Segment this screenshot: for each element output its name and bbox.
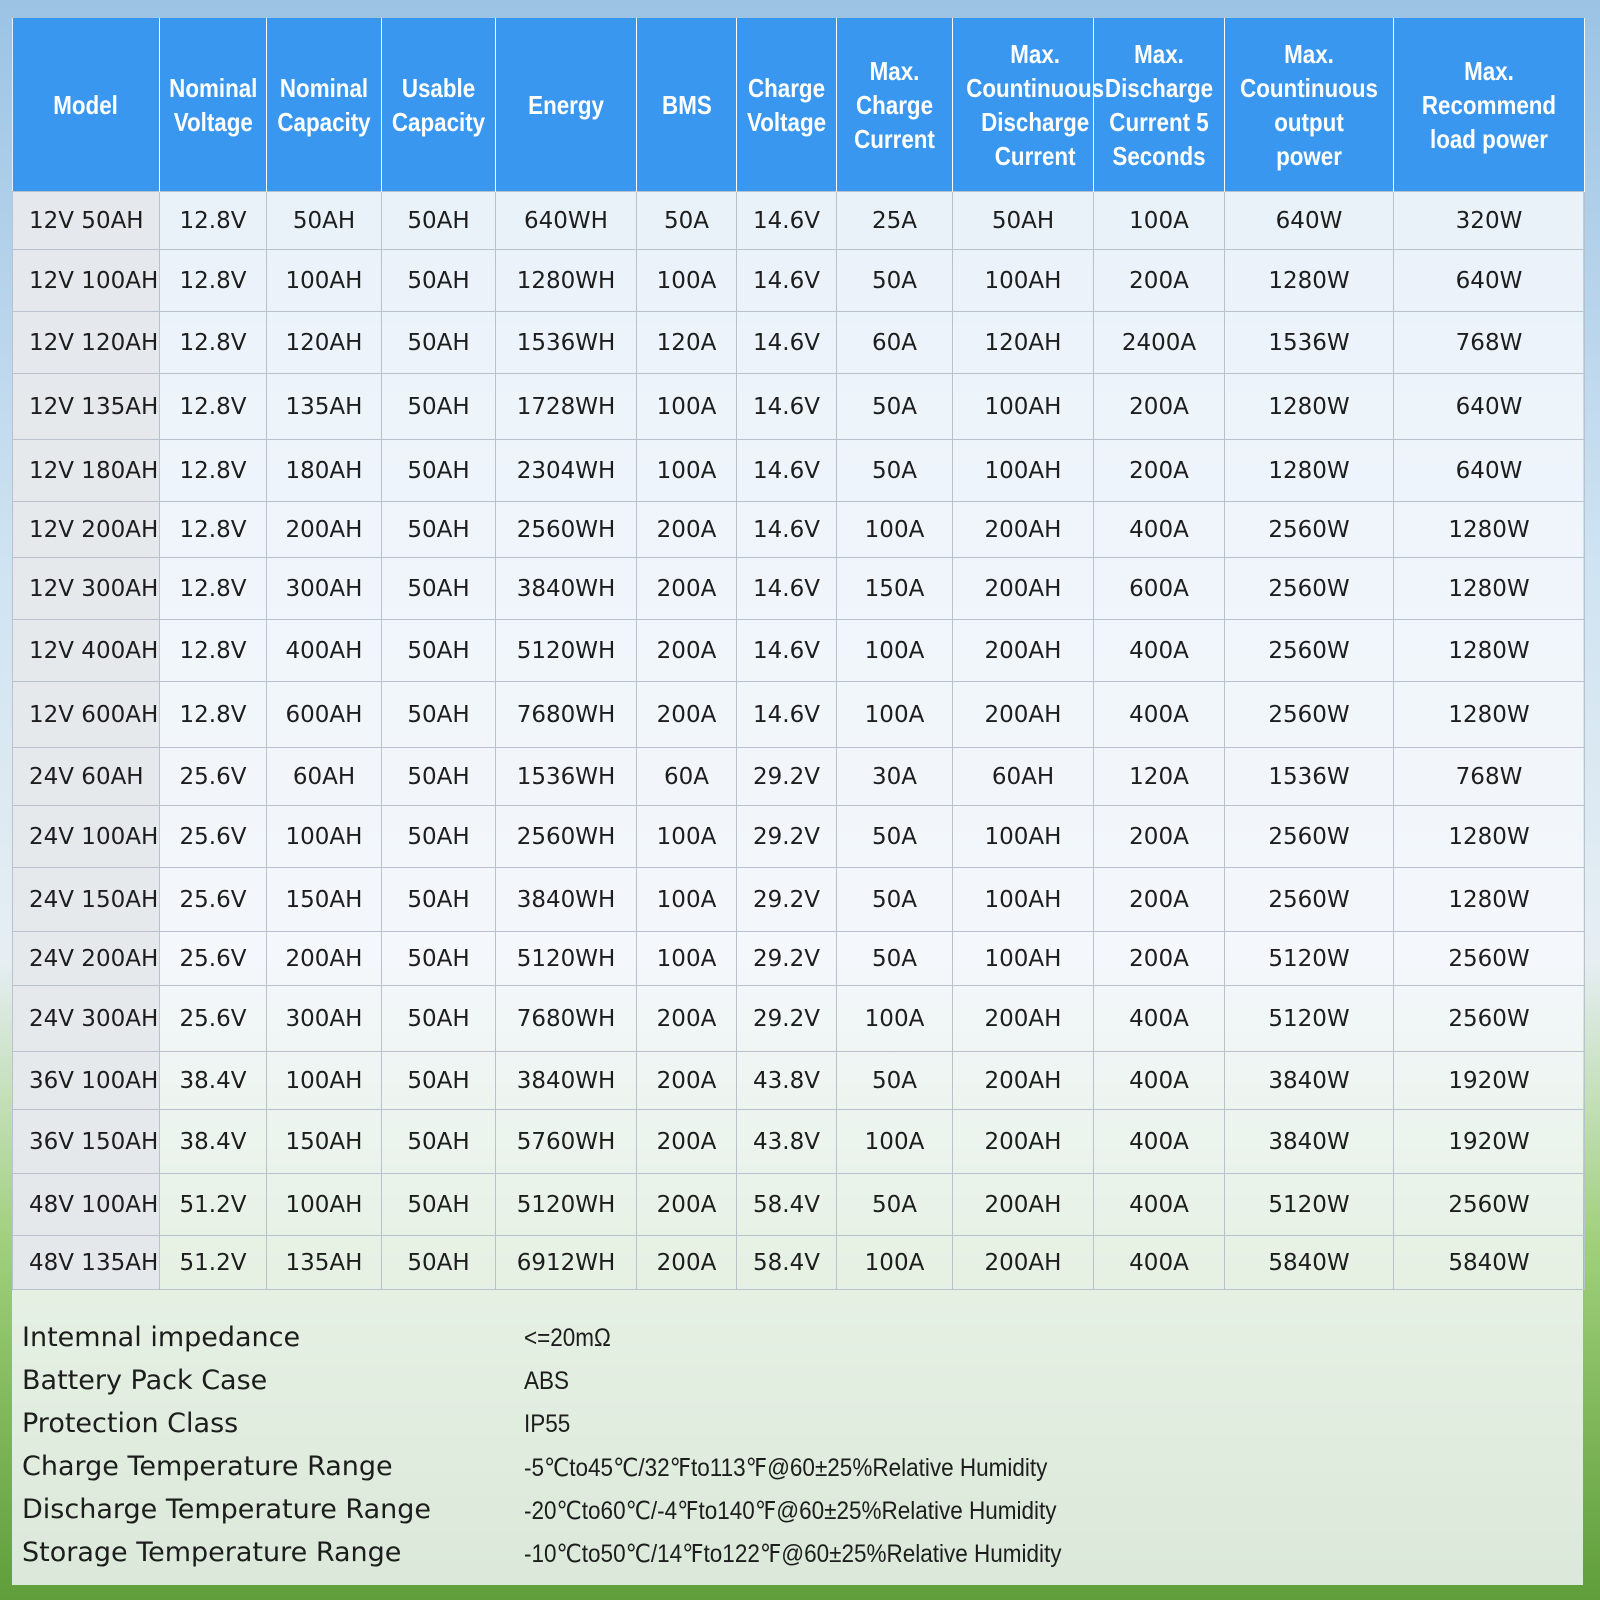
table-cell: 25.6V: [160, 748, 267, 806]
table-cell: 38.4V: [160, 1110, 267, 1174]
column-header-label: Model: [53, 89, 119, 120]
table-cell: 600AH: [267, 682, 382, 748]
table-cell: 60AH: [267, 748, 382, 806]
table-cell: 25.6V: [160, 932, 267, 986]
spec-row: [12, 1447, 1584, 1490]
model-cell: 48V 100AH: [13, 1174, 160, 1236]
table-row: [13, 250, 1585, 312]
table-cell: 3840WH: [496, 1052, 637, 1110]
table-cell: 400A: [1094, 1052, 1225, 1110]
column-header-label: Max. Recommend load power: [1421, 55, 1557, 154]
table-row: [13, 558, 1585, 620]
table-cell: 200A: [1094, 250, 1225, 312]
table-cell: 400A: [1094, 986, 1225, 1052]
table-cell: 120A: [1094, 748, 1225, 806]
table-cell: 51.2V: [160, 1174, 267, 1236]
table-cell: 43.8V: [737, 1052, 837, 1110]
model-cell: 24V 300AH: [13, 986, 160, 1052]
table-cell: 25.6V: [160, 868, 267, 932]
table-cell: 14.6V: [737, 374, 837, 440]
table-cell: 14.6V: [737, 502, 837, 558]
column-header: [382, 18, 496, 192]
table-cell: 50A: [837, 250, 953, 312]
table-cell: 200A: [637, 1236, 737, 1290]
spec-value: <=20mΩ: [524, 1324, 611, 1352]
table-row: [13, 440, 1585, 502]
table-cell: 400A: [1094, 1236, 1225, 1290]
spec-row: [12, 1404, 1584, 1447]
table-row: [13, 192, 1585, 250]
table-cell: 3840W: [1225, 1110, 1394, 1174]
column-header: [496, 18, 637, 192]
table-cell: 100A: [637, 440, 737, 502]
column-header: [837, 18, 953, 192]
table-cell: 2560W: [1225, 806, 1394, 868]
table-cell: 1280W: [1394, 682, 1585, 748]
table-cell: 2560W: [1394, 932, 1585, 986]
table-cell: 2560W: [1225, 682, 1394, 748]
column-header-label: Energy: [528, 89, 604, 120]
column-header-label: Usable Capacity: [391, 72, 486, 137]
table-cell: 200A: [1094, 374, 1225, 440]
table-cell: 38.4V: [160, 1052, 267, 1110]
table-cell: 400AH: [267, 620, 382, 682]
table-cell: 135AH: [267, 374, 382, 440]
table-cell: 300AH: [267, 986, 382, 1052]
table-cell: 400A: [1094, 620, 1225, 682]
table-cell: 300AH: [267, 558, 382, 620]
table-cell: 50AH: [382, 192, 496, 250]
table-cell: 100A: [837, 1236, 953, 1290]
table-cell: 29.2V: [737, 986, 837, 1052]
table-row: [13, 1174, 1585, 1236]
table-cell: 200A: [637, 1052, 737, 1110]
spec-label: Storage Temperature Range: [22, 1537, 402, 1568]
table-cell: 60A: [637, 748, 737, 806]
table-cell: 400A: [1094, 1110, 1225, 1174]
table-row: [13, 1110, 1585, 1174]
table-cell: 100AH: [267, 250, 382, 312]
table-cell: 3840WH: [496, 558, 637, 620]
table-cell: 14.6V: [737, 440, 837, 502]
column-header: [737, 18, 837, 192]
spec-value: -10℃to50℃/14℉to122℉@60±25%Relative Humidity: [524, 1540, 1062, 1568]
model-cell: 12V 300AH: [13, 558, 160, 620]
table-cell: 180AH: [267, 440, 382, 502]
table-cell: 50AH: [382, 932, 496, 986]
table-row: [13, 312, 1585, 374]
table-cell: 2560WH: [496, 806, 637, 868]
table-cell: 50AH: [382, 682, 496, 748]
table-cell: 1536W: [1225, 748, 1394, 806]
column-header: [160, 18, 267, 192]
model-cell: 12V 100AH: [13, 250, 160, 312]
table-cell: 400A: [1094, 502, 1225, 558]
table-cell: 120AH: [953, 312, 1094, 374]
table-cell: 200AH: [953, 1174, 1094, 1236]
table-cell: 12.8V: [160, 374, 267, 440]
table-cell: 50AH: [382, 868, 496, 932]
table-cell: 2560W: [1225, 868, 1394, 932]
table-cell: 2560W: [1394, 986, 1585, 1052]
battery-spec-table: [12, 18, 1585, 1290]
table-cell: 1280W: [1225, 374, 1394, 440]
table-cell: 1920W: [1394, 1052, 1585, 1110]
table-cell: 5120WH: [496, 1174, 637, 1236]
table-cell: 5120W: [1225, 932, 1394, 986]
table-cell: 50AH: [953, 192, 1094, 250]
table-cell: 58.4V: [737, 1174, 837, 1236]
table-row: [13, 986, 1585, 1052]
table-cell: 5120WH: [496, 620, 637, 682]
column-header: [637, 18, 737, 192]
table-cell: 100AH: [953, 440, 1094, 502]
table-cell: 100A: [637, 806, 737, 868]
table-cell: 2560W: [1225, 620, 1394, 682]
model-cell: 12V 120AH: [13, 312, 160, 374]
table-cell: 200AH: [267, 502, 382, 558]
table-cell: 12.8V: [160, 558, 267, 620]
model-cell: 12V 400AH: [13, 620, 160, 682]
spec-label: Protection Class: [22, 1408, 239, 1439]
table-cell: 200A: [637, 558, 737, 620]
model-cell: 12V 50AH: [13, 192, 160, 250]
spec-label: Charge Temperature Range: [22, 1451, 393, 1482]
table-cell: 100AH: [953, 250, 1094, 312]
table-cell: 100A: [837, 620, 953, 682]
model-cell: 24V 60AH: [13, 748, 160, 806]
model-cell: 36V 100AH: [13, 1052, 160, 1110]
table-cell: 2560W: [1394, 1174, 1585, 1236]
table-cell: 2560W: [1225, 502, 1394, 558]
table-cell: 14.6V: [737, 250, 837, 312]
table-cell: 100AH: [267, 806, 382, 868]
table-row: [13, 1052, 1585, 1110]
table-row: [13, 748, 1585, 806]
table-cell: 1280W: [1394, 558, 1585, 620]
spec-value: ABS: [524, 1367, 570, 1395]
table-cell: 200AH: [953, 620, 1094, 682]
table-cell: 100AH: [953, 374, 1094, 440]
table-cell: 25.6V: [160, 986, 267, 1052]
table-cell: 200AH: [953, 558, 1094, 620]
table-cell: 200A: [637, 620, 737, 682]
table-cell: 58.4V: [737, 1236, 837, 1290]
table-cell: 5120WH: [496, 932, 637, 986]
table-cell: 640W: [1225, 192, 1394, 250]
table-cell: 1280W: [1394, 806, 1585, 868]
table-cell: 150A: [837, 558, 953, 620]
table-cell: 200A: [1094, 932, 1225, 986]
table-cell: 50AH: [382, 620, 496, 682]
table-row: [13, 1236, 1585, 1290]
table-cell: 50A: [637, 192, 737, 250]
table-cell: 50AH: [267, 192, 382, 250]
table-cell: 100A: [637, 868, 737, 932]
table-cell: 1536WH: [496, 312, 637, 374]
column-header: [1394, 18, 1585, 192]
spec-value: -20℃to60℃/-4℉to140℉@60±25%Relative Humidity: [524, 1497, 1057, 1525]
table-row: [13, 502, 1585, 558]
table-cell: 1280WH: [496, 250, 637, 312]
table-cell: 200AH: [953, 682, 1094, 748]
table-cell: 100AH: [267, 1174, 382, 1236]
table-cell: 640WH: [496, 192, 637, 250]
table-cell: 400A: [1094, 1174, 1225, 1236]
table-cell: 14.6V: [737, 620, 837, 682]
table-cell: 200AH: [953, 1110, 1094, 1174]
table-cell: 200A: [637, 682, 737, 748]
table-cell: 50A: [837, 868, 953, 932]
table-cell: 1280W: [1225, 250, 1394, 312]
table-cell: 50AH: [382, 986, 496, 1052]
table-cell: 50AH: [382, 1236, 496, 1290]
table-cell: 7680WH: [496, 986, 637, 1052]
model-cell: 12V 180AH: [13, 440, 160, 502]
table-cell: 200AH: [953, 1052, 1094, 1110]
spec-row: [12, 1361, 1584, 1404]
table-cell: 50A: [837, 1174, 953, 1236]
column-header: [1094, 18, 1225, 192]
table-cell: 100A: [837, 502, 953, 558]
table-cell: 400A: [1094, 682, 1225, 748]
table-cell: 50AH: [382, 1174, 496, 1236]
general-specs-list: [12, 1318, 1584, 1576]
table-cell: 5760WH: [496, 1110, 637, 1174]
spec-value: IP55: [524, 1410, 571, 1438]
table-cell: 60AH: [953, 748, 1094, 806]
table-cell: 320W: [1394, 192, 1585, 250]
table-cell: 50A: [837, 806, 953, 868]
spec-label: Battery Pack Case: [22, 1365, 268, 1396]
table-cell: 200A: [637, 1174, 737, 1236]
spec-value: -5℃to45℃/32℉to113℉@60±25%Relative Humidity: [524, 1454, 1048, 1482]
table-cell: 1536W: [1225, 312, 1394, 374]
table-cell: 5120W: [1225, 986, 1394, 1052]
table-cell: 14.6V: [737, 312, 837, 374]
table-cell: 50A: [837, 1052, 953, 1110]
table-cell: 600A: [1094, 558, 1225, 620]
table-cell: 12.8V: [160, 440, 267, 502]
table-cell: 200A: [637, 502, 737, 558]
table-cell: 50AH: [382, 312, 496, 374]
model-cell: 36V 150AH: [13, 1110, 160, 1174]
table-cell: 1280W: [1394, 620, 1585, 682]
model-cell: 48V 135AH: [13, 1236, 160, 1290]
table-cell: 640W: [1394, 440, 1585, 502]
table-cell: 100A: [637, 932, 737, 986]
table-cell: 25.6V: [160, 806, 267, 868]
table-cell: 50AH: [382, 748, 496, 806]
column-header: [953, 18, 1105, 192]
table-cell: 768W: [1394, 748, 1585, 806]
table-cell: 43.8V: [737, 1110, 837, 1174]
table-row: [13, 806, 1585, 868]
table-cell: 100A: [1094, 192, 1225, 250]
model-cell: 12V 600AH: [13, 682, 160, 748]
table-cell: 100AH: [953, 806, 1094, 868]
table-row: [13, 868, 1585, 932]
table-cell: 29.2V: [737, 868, 837, 932]
table-row: [13, 374, 1585, 440]
table-cell: 5120W: [1225, 1174, 1394, 1236]
model-cell: 24V 150AH: [13, 868, 160, 932]
table-cell: 120A: [637, 312, 737, 374]
table-cell: 200A: [1094, 440, 1225, 502]
table-cell: 100A: [637, 374, 737, 440]
table-cell: 50AH: [382, 502, 496, 558]
table-cell: 200AH: [953, 986, 1094, 1052]
table-cell: 1280W: [1394, 502, 1585, 558]
column-header-label: Nominal Capacity: [277, 72, 371, 137]
table-body: [13, 192, 1585, 1290]
table-row: [13, 620, 1585, 682]
table-cell: 768W: [1394, 312, 1585, 374]
table-cell: 200AH: [953, 1236, 1094, 1290]
table-cell: 50AH: [382, 250, 496, 312]
column-header-label: Nominal Voltage: [169, 72, 258, 137]
table-cell: 50A: [837, 440, 953, 502]
table-cell: 200A: [1094, 806, 1225, 868]
table-cell: 150AH: [267, 868, 382, 932]
table-cell: 640W: [1394, 250, 1585, 312]
table-cell: 200AH: [953, 502, 1094, 558]
column-header: [13, 18, 160, 192]
table-cell: 200AH: [267, 932, 382, 986]
column-header-label: Max. Countinuous Discharge Current: [966, 38, 1105, 171]
table-cell: 1280W: [1394, 868, 1585, 932]
table-cell: 51.2V: [160, 1236, 267, 1290]
table-cell: 2560W: [1225, 558, 1394, 620]
table-row: [13, 682, 1585, 748]
table-cell: 14.6V: [737, 192, 837, 250]
spec-label: Discharge Temperature Range: [22, 1494, 432, 1525]
table-cell: 12.8V: [160, 192, 267, 250]
table-cell: 3840WH: [496, 868, 637, 932]
table-cell: 3840W: [1225, 1052, 1394, 1110]
table-cell: 200A: [637, 986, 737, 1052]
table-cell: 2400A: [1094, 312, 1225, 374]
table-cell: 50AH: [382, 558, 496, 620]
table-cell: 1280W: [1225, 440, 1394, 502]
table-cell: 50A: [837, 374, 953, 440]
table-cell: 50AH: [382, 1052, 496, 1110]
table-cell: 12.8V: [160, 250, 267, 312]
table-cell: 50AH: [382, 1110, 496, 1174]
table-cell: 120AH: [267, 312, 382, 374]
table-cell: 100A: [837, 986, 953, 1052]
table-cell: 100A: [837, 1110, 953, 1174]
table-cell: 5840W: [1394, 1236, 1585, 1290]
table-cell: 2304WH: [496, 440, 637, 502]
table-cell: 150AH: [267, 1110, 382, 1174]
table-cell: 5840W: [1225, 1236, 1394, 1290]
table-cell: 1536WH: [496, 748, 637, 806]
spec-row: [12, 1318, 1584, 1361]
model-cell: 12V 200AH: [13, 502, 160, 558]
table-header-row: [13, 18, 1585, 192]
column-header-label: Max. Charge Current: [854, 55, 935, 154]
column-header-label: Charge Voltage: [746, 72, 827, 137]
table-cell: 30A: [837, 748, 953, 806]
column-header: [267, 18, 382, 192]
spec-row: [12, 1533, 1584, 1576]
model-cell: 24V 100AH: [13, 806, 160, 868]
table-cell: 200A: [1094, 868, 1225, 932]
model-cell: 24V 200AH: [13, 932, 160, 986]
table-cell: 12.8V: [160, 620, 267, 682]
table-cell: 2560WH: [496, 502, 637, 558]
table-cell: 14.6V: [737, 682, 837, 748]
column-header-label: Max. Countinuous output power: [1240, 38, 1378, 171]
table-cell: 12.8V: [160, 502, 267, 558]
table-cell: 50A: [837, 932, 953, 986]
table-cell: 100AH: [267, 1052, 382, 1110]
table-cell: 60A: [837, 312, 953, 374]
table-cell: 135AH: [267, 1236, 382, 1290]
table-cell: 6912WH: [496, 1236, 637, 1290]
table-cell: 12.8V: [160, 312, 267, 374]
column-header-label: BMS: [661, 89, 712, 120]
table-cell: 50AH: [382, 440, 496, 502]
spec-label: Intemnal impedance: [22, 1322, 301, 1353]
table-cell: 25A: [837, 192, 953, 250]
table-cell: 100A: [637, 250, 737, 312]
table-cell: 14.6V: [737, 558, 837, 620]
column-header-label: Max. Discharge Current 5 Seconds: [1104, 38, 1214, 171]
table-cell: 100AH: [953, 932, 1094, 986]
table-cell: 29.2V: [737, 748, 837, 806]
table-cell: 640W: [1394, 374, 1585, 440]
column-header: [1225, 18, 1394, 192]
table-cell: 200A: [637, 1110, 737, 1174]
table-row: [13, 932, 1585, 986]
table-cell: 100AH: [953, 868, 1094, 932]
model-cell: 12V 135AH: [13, 374, 160, 440]
table-cell: 1920W: [1394, 1110, 1585, 1174]
table-cell: 50AH: [382, 806, 496, 868]
table-cell: 29.2V: [737, 806, 837, 868]
table-cell: 50AH: [382, 374, 496, 440]
table-cell: 7680WH: [496, 682, 637, 748]
table-cell: 12.8V: [160, 682, 267, 748]
table-cell: 1728WH: [496, 374, 637, 440]
spec-row: [12, 1490, 1584, 1533]
table-cell: 29.2V: [737, 932, 837, 986]
table-cell: 100A: [837, 682, 953, 748]
